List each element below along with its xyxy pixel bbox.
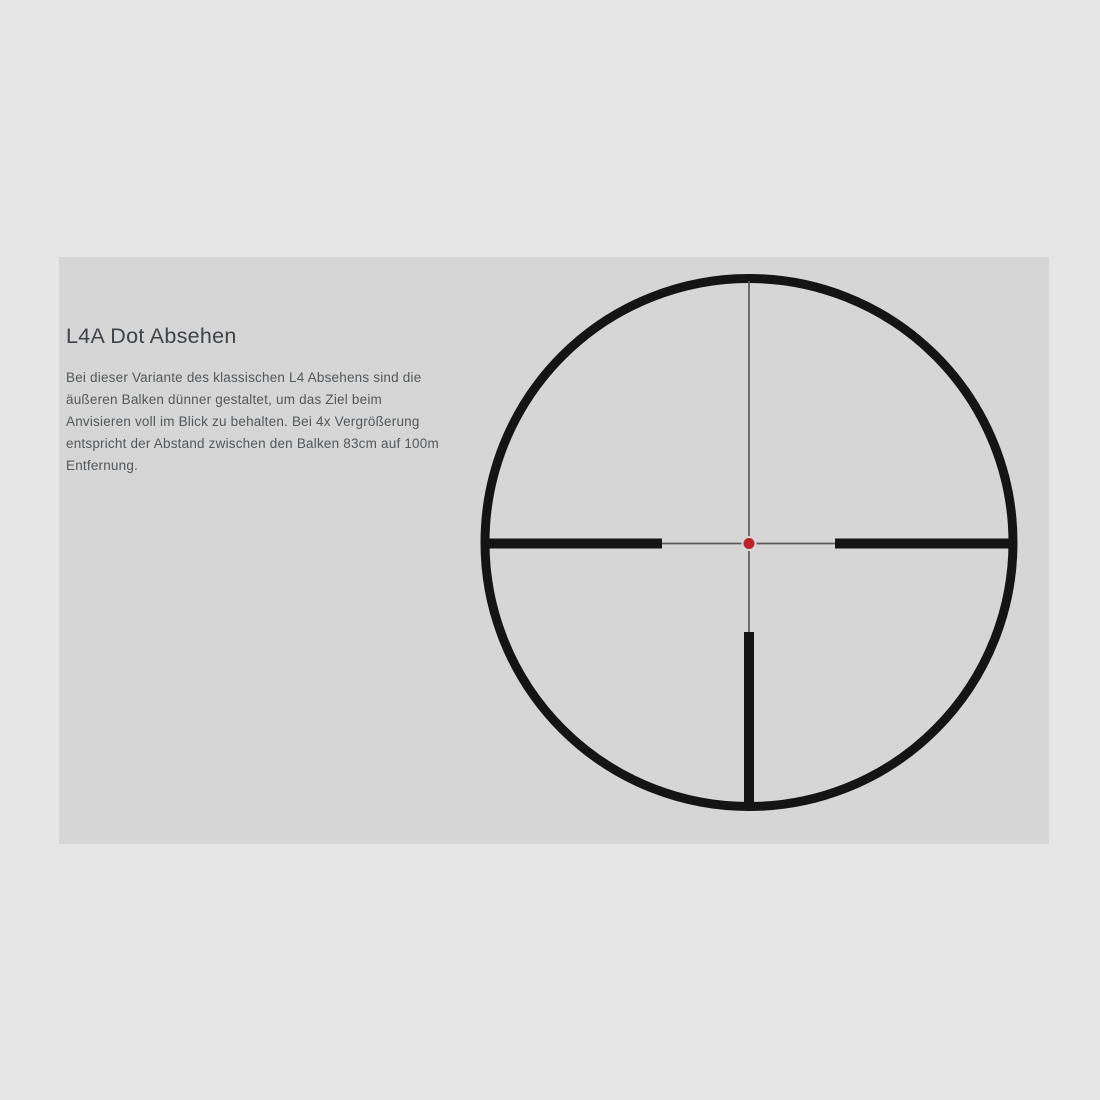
page-title: L4A Dot Absehen <box>66 324 237 348</box>
description-line: Entfernung. <box>66 458 139 473</box>
description-line: entspricht der Abstand zwischen den Balken 83cm auf 100m <box>66 436 439 451</box>
right-thick-bar <box>835 539 1016 549</box>
description-line: Anvisieren voll im Blick zu behalten. Bei 4x Vergrößerung <box>66 414 420 429</box>
reticle-info-panel <box>59 257 1049 844</box>
bottom-thick-bar <box>744 632 754 805</box>
description-line: Bei dieser Variante des klassischen L4 Absehens sind die <box>66 370 422 385</box>
left-thick-bar <box>482 539 662 549</box>
reticle-diagram <box>59 257 1049 844</box>
center-red-dot <box>744 538 755 549</box>
description-line: äußeren Balken dünner gestaltet, um das Ziel beim <box>66 392 382 407</box>
